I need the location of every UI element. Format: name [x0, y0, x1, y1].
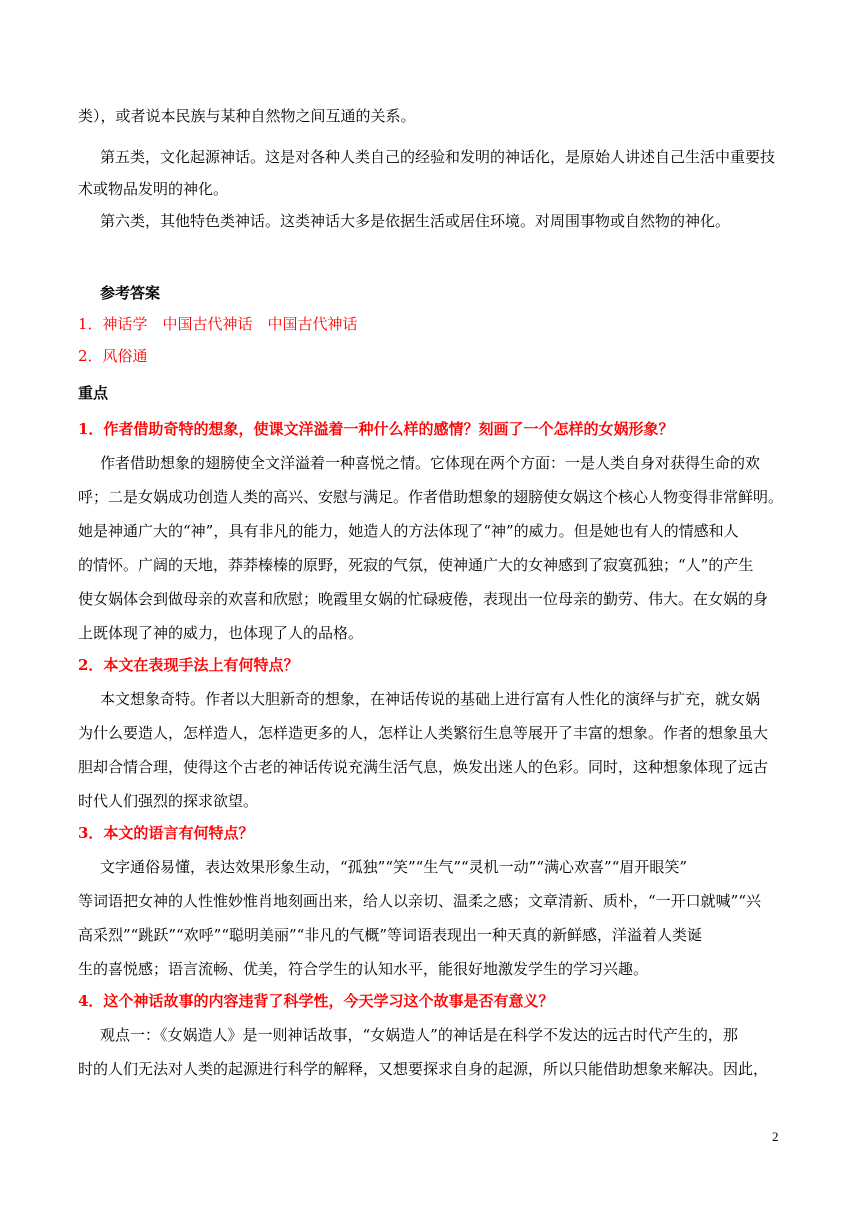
- reference-answer-heading: 参考答案: [100, 284, 161, 302]
- intro-line-2: 第五类，文化起源神话。这是对各种人类自己的经验和发明的神话化，是原始人讲述自己生活中重要技: [100, 148, 776, 166]
- intro-line-1: 类），或者说本民族与某种自然物之间互通的关系。: [78, 107, 416, 125]
- question-2-line-3: 胆却合情合理，使得这个古老的神话传说充满生活气息，焕发出迷人的色彩。同时，这种想象体现了远古: [78, 758, 769, 776]
- question-1-line-3: 她是神通广大的“神”，具有非凡的能力，她造人的方法体现了“神”的威力。但是她也有人的情感和人: [78, 522, 739, 540]
- question-2-line-4: 时代人们强烈的探求欲望。: [78, 792, 259, 810]
- intro-line-3: 术或物品发明的神化。: [78, 180, 229, 198]
- question-3-line-4: 生的喜悦感；语言流畅、优美，符合学生的认知水平，能很好地激发学生的学习兴趣。: [78, 960, 649, 978]
- question-3-line-1: 文字通俗易懂，表达效果形象生动，“孤独”“笑”“生气”“灵机一动”“满心欢喜”“眉开眼笑”: [100, 858, 688, 876]
- question-3-title: 3．本文的语言有何特点？: [78, 824, 254, 842]
- question-1-line-2: 呼；二是女娲成功创造人类的高兴、安慰与满足。作者借助想象的翅膀使女娲这个核心人物变得非常鲜明。: [78, 488, 784, 506]
- answer-1: 1．神话学 中国古代神话 中国古代神话: [78, 315, 358, 333]
- question-3-line-2: 等词语把女神的人性惟妙惟肖地刻画出来，给人以亲切、温柔之感；文章清新、质朴，“一开口就喊”“兴: [78, 892, 762, 910]
- question-4-title: 4．这个神话故事的内容违背了科学性，今天学习这个故事是否有意义？: [78, 992, 554, 1010]
- question-2-line-1: 本文想象奇特。作者以大胆新奇的想象，在神话传说的基础上进行富有人性化的演绎与扩充，就女娲: [100, 690, 761, 708]
- question-3-line-3: 高采烈”“跳跃”“欢呼”“聪明美丽”“非凡的气概”等词语表现出一种天真的新鲜感，洋溢着人类诞: [78, 926, 703, 944]
- key-points-heading: 重点: [78, 384, 109, 402]
- question-1-title: 1．作者借助奇特的想象，使课文洋溢着一种什么样的感情？刻画了一个怎样的女娲形象？: [78, 420, 674, 438]
- question-4-line-1: 观点一：《女娲造人》是一则神话故事，“女娲造人”的神话是在科学不发达的远古时代产生的，那: [100, 1026, 738, 1044]
- question-1-line-1: 作者借助想象的翅膀使全文洋溢着一种喜悦之情。它体现在两个方面：一是人类自身对获得生命的欢: [100, 454, 761, 472]
- intro-line-4: 第六类，其他特色类神话。这类神话大多是依据生活或居住环境。对周围事物或自然物的神化。: [100, 212, 731, 230]
- question-2-title: 2．本文在表现手法上有何特点？: [78, 656, 299, 674]
- question-2-line-2: 为什么要造人，怎样造人，怎样造更多的人，怎样让人类繁衍生息等展开了丰富的想象。作者的想象虽大: [78, 724, 769, 742]
- question-1-line-4: 的情怀。广阔的天地，莽莽榛榛的原野，死寂的气氛，使神通广大的女神感到了寂寞孤独；“人”的产生: [78, 556, 754, 574]
- question-1-line-6: 上既体现了神的威力，也体现了人的品格。: [78, 624, 364, 642]
- question-1-line-5: 使女娲体会到做母亲的欢喜和欣慰；晚霞里女娲的忙碌疲倦，表现出一位母亲的勤劳、伟大。在女娲的身: [78, 590, 769, 608]
- answer-2: 2．风俗通: [78, 347, 148, 365]
- question-4-line-2: 时的人们无法对人类的起源进行科学的解释，又想要探求自身的起源，所以只能借助想象来解决。因此，: [78, 1060, 769, 1078]
- page-number: 2: [772, 1129, 779, 1144]
